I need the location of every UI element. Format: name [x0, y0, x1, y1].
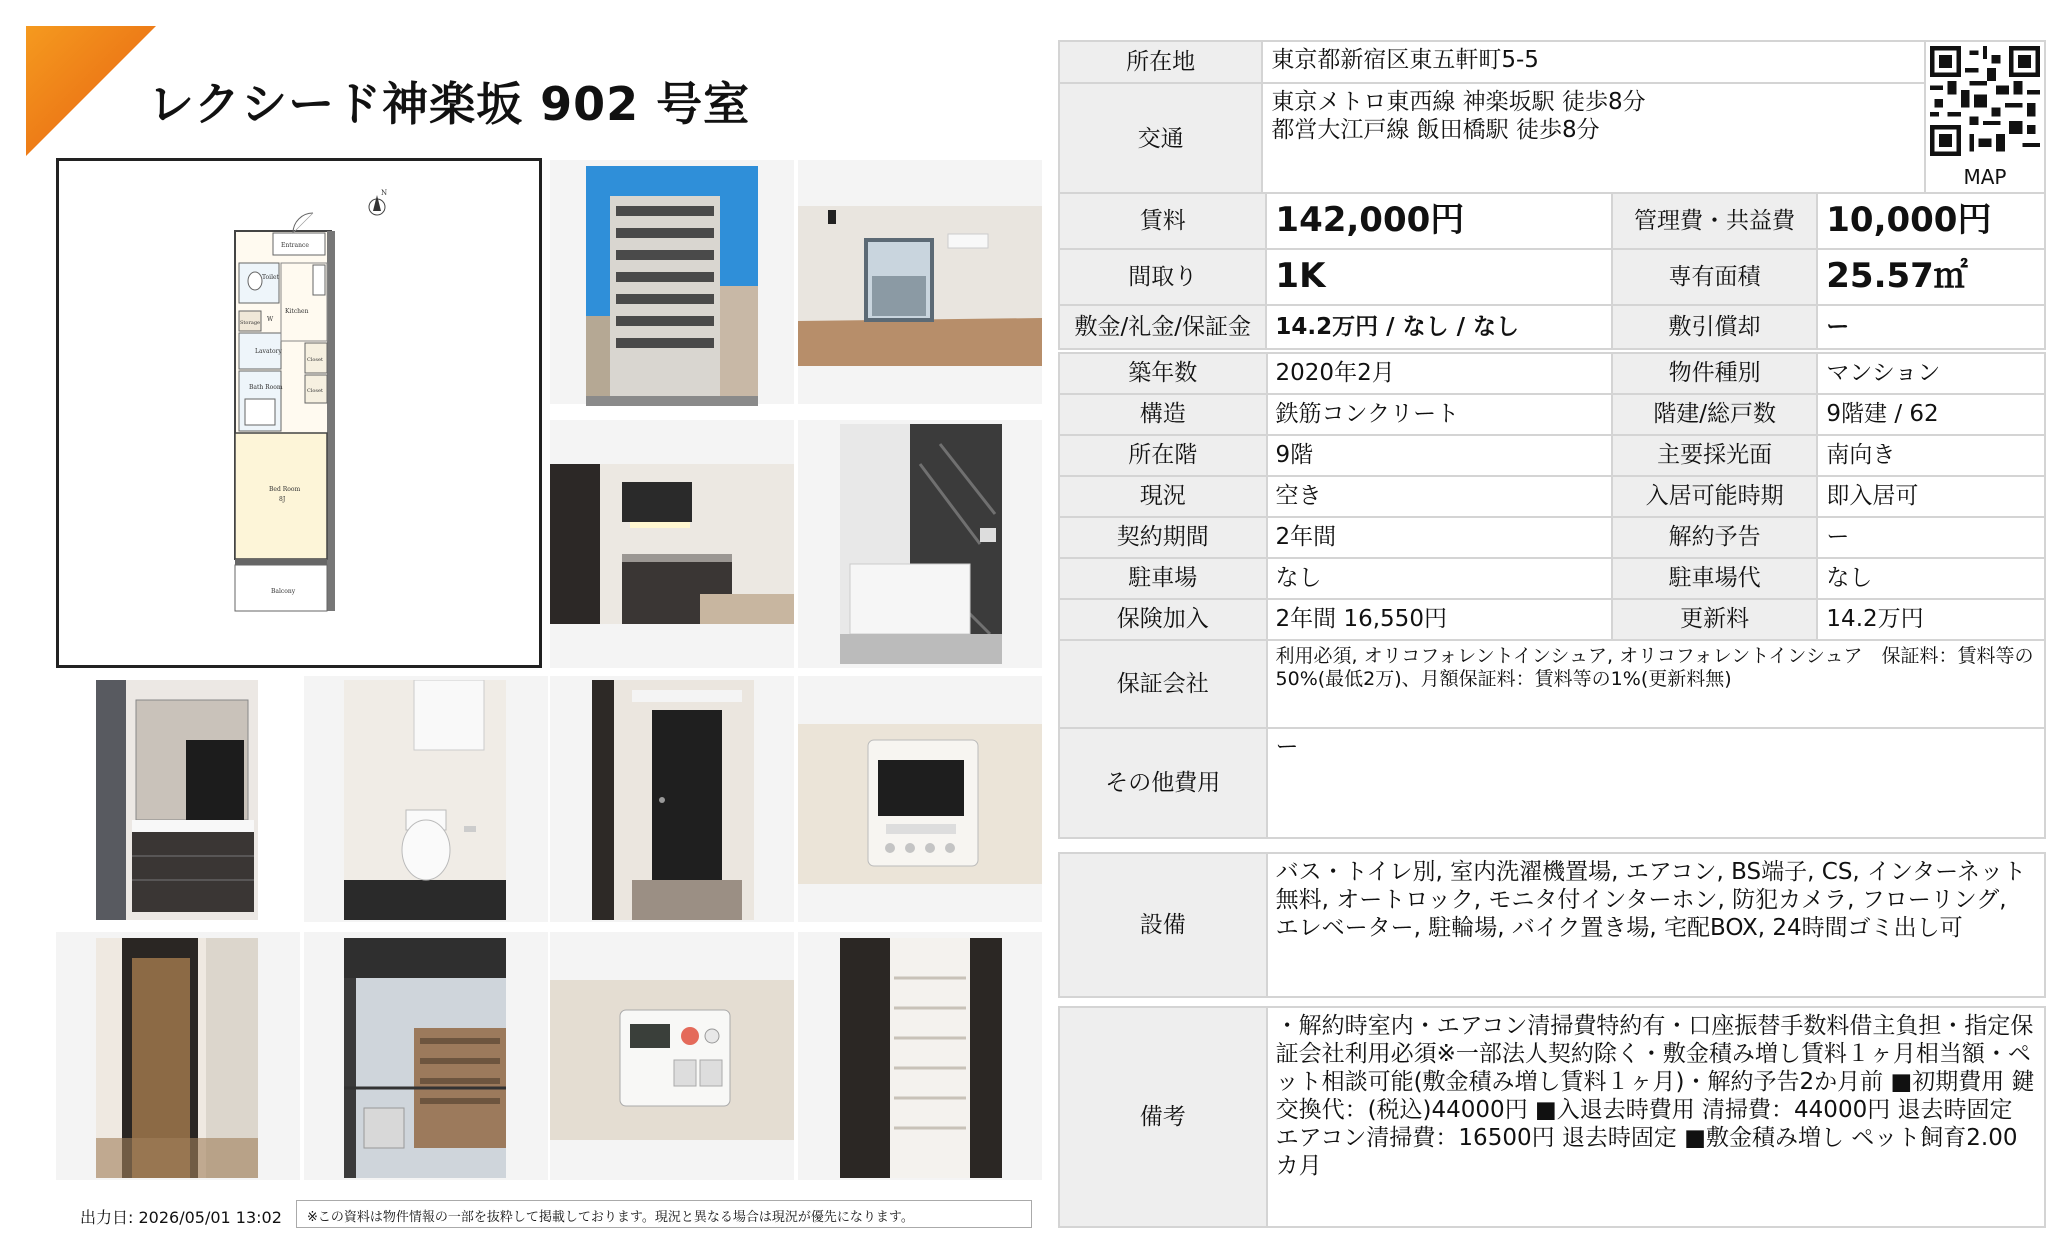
- toilet-photo[interactable]: [344, 680, 506, 920]
- value-guarantee: 利用必須, オリコフォレントインシュア, オリコフォレントインシュア 保証料：賃料等の50%(最低2万)、月額保証料：賃料等の1%(更新料無): [1267, 640, 2045, 728]
- label-type: 物件種別: [1612, 353, 1818, 394]
- photo-cell-door: [56, 932, 300, 1180]
- label-rent: 賃料: [1059, 193, 1266, 249]
- qr-map[interactable]: [1925, 41, 2045, 195]
- label-bedroom: Bed Room: [269, 486, 301, 493]
- label-wash: W: [267, 316, 274, 323]
- label-deduction: 敷引償却: [1612, 305, 1817, 349]
- balcony-photo[interactable]: [344, 938, 506, 1178]
- door-photo[interactable]: [96, 938, 258, 1178]
- photo-cell-entrance: [550, 676, 794, 922]
- label-guarantee: 保証会社: [1059, 640, 1267, 728]
- value-renewal: 14.2万円: [1817, 599, 2045, 640]
- label-parking: 駐車場: [1059, 558, 1267, 599]
- washroom-photo[interactable]: [96, 680, 258, 920]
- value-floors: 9階建 / 62: [1817, 394, 2045, 435]
- transport-line-1: 東京メトロ東西線 神楽坂駅 徒歩8分: [1271, 89, 1646, 115]
- photo-cell-water-heater: [550, 932, 794, 1180]
- label-move-in: 入居可能時期: [1612, 476, 1818, 517]
- bathroom-photo[interactable]: [840, 424, 1002, 664]
- label-north: N: [381, 189, 388, 197]
- label-storage: Storage: [240, 320, 260, 326]
- label-bedroom-size: 8J: [279, 496, 286, 503]
- value-deposit: 14.2万円 / なし / なし: [1266, 305, 1611, 349]
- label-area: 専有面積: [1612, 249, 1817, 305]
- value-floor: 9階: [1267, 435, 1612, 476]
- value-remarks: ・解約時室内・エアコン清掃費特約有・口座振替手数料借主負担・指定保証会社利用必須※一部法人契約除く・敷金積み増し賃料１ヶ月相当額・ペット相談可能(敷金積み増し賃料１ヶ月)・解約予告2か月前 ■初期費用 鍵交換代：(税込)44000円 ■入退去時費用 清掃費：44000円 退去時固定 エアコン清掃費：16500円 退去時固定 ■敷金積み増し ペット飼育2.00カ月: [1267, 1007, 2045, 1227]
- value-cancel-notice: ー: [1817, 517, 2045, 558]
- label-status: 現況: [1059, 476, 1267, 517]
- value-built: 2020年2月: [1267, 353, 1612, 394]
- photo-cell-kitchen: [550, 420, 794, 668]
- label-facilities: 設備: [1059, 853, 1267, 997]
- label-floors: 階建/総戸数: [1612, 394, 1818, 435]
- exterior-photo[interactable]: [586, 166, 758, 406]
- label-bathroom: Bath Room: [249, 384, 283, 391]
- label-insurance: 保険加入: [1059, 599, 1267, 640]
- info-table-facilities: [1058, 852, 2046, 998]
- label-floor: 所在階: [1059, 435, 1267, 476]
- label-cancel-notice: 解約予告: [1612, 517, 1818, 558]
- info-table-details: [1058, 352, 2046, 839]
- label-closet-2: Closet: [307, 388, 323, 394]
- label-kitchen: Kitchen: [285, 308, 309, 315]
- label-structure: 構造: [1059, 394, 1267, 435]
- value-rent: 142,000円: [1266, 193, 1611, 249]
- value-layout: 1K: [1266, 249, 1611, 305]
- label-remarks: 備考: [1059, 1007, 1267, 1227]
- shoe-closet-photo[interactable]: [840, 938, 1002, 1178]
- corner-accent-triangle: [26, 26, 156, 156]
- value-move-in: 即入居可: [1817, 476, 2045, 517]
- value-area: 25.57㎡: [1817, 249, 2045, 305]
- floorplan[interactable]: [56, 158, 542, 668]
- value-type: マンション: [1817, 353, 2045, 394]
- value-other-fees: ー: [1267, 728, 2045, 838]
- value-facilities: バス・トイレ別, 室内洗濯機置場, エアコン, BS端子, CS, インターネット無料, オートロック, モニタ付インターホン, 防犯カメラ, フローリング, エレベーター, 駐輪場, バイク置き場, 宅配BOX, 24時間ゴミ出し可: [1267, 853, 2045, 997]
- label-layout: 間取り: [1059, 249, 1266, 305]
- label-balcony: Balcony: [271, 588, 296, 595]
- photo-cell-living: [798, 160, 1042, 404]
- label-transport: 交通: [1059, 83, 1262, 195]
- kitchen-photo[interactable]: [550, 464, 794, 624]
- info-table-rent: [1058, 192, 2046, 350]
- photo-cell-toilet: [304, 676, 548, 922]
- label-lavatory: Lavatory: [255, 348, 282, 355]
- water-heater-panel-photo[interactable]: [550, 980, 794, 1140]
- qr-label: MAP: [1963, 165, 2007, 190]
- label-parking-fee: 駐車場代: [1612, 558, 1818, 599]
- label-toilet: Toilet: [262, 274, 279, 281]
- value-parking-fee: なし: [1817, 558, 2045, 599]
- value-deduction: ー: [1817, 305, 2045, 349]
- transport-line-2: 都営大江戸線 飯田橋駅 徒歩8分: [1271, 117, 1600, 144]
- photo-cell-balcony: [304, 932, 548, 1180]
- value-contract: 2年間: [1267, 517, 1612, 558]
- info-table-remarks: [1058, 1006, 2046, 1228]
- property-title: レクシード神楽坂 902 号室: [148, 77, 751, 131]
- value-transport: [1262, 83, 1925, 195]
- disclaimer-note: ※この資料は物件情報の一部を抜粋して掲載しております。現況と異なる場合は現況が優先になります。: [296, 1200, 1032, 1228]
- label-renewal: 更新料: [1612, 599, 1818, 640]
- value-structure: 鉄筋コンクリート: [1267, 394, 1612, 435]
- label-contract: 契約期間: [1059, 517, 1267, 558]
- floorplan-drawing: [59, 161, 539, 665]
- label-mgmt-fee: 管理費・共益費: [1612, 193, 1817, 249]
- label-light: 主要採光面: [1612, 435, 1818, 476]
- photo-cell-intercom: [798, 676, 1042, 922]
- label-closet-1: Closet: [307, 357, 323, 363]
- label-deposit: 敷金/礼金/保証金: [1059, 305, 1266, 349]
- value-insurance: 2年間 16,550円: [1267, 599, 1612, 640]
- label-other-fees: その他費用: [1059, 728, 1267, 838]
- label-location: 所在地: [1059, 41, 1262, 83]
- living-room-photo[interactable]: [798, 206, 1042, 366]
- value-parking: なし: [1267, 558, 1612, 599]
- label-built: 築年数: [1059, 353, 1267, 394]
- entrance-photo[interactable]: [592, 680, 754, 920]
- value-mgmt-fee: 10,000円: [1817, 193, 2045, 249]
- photo-cell-exterior: [550, 160, 794, 404]
- value-location: 東京都新宿区東五軒町5-5: [1262, 41, 1925, 83]
- photo-cell-bathroom: [798, 420, 1042, 668]
- value-light: 南向き: [1817, 435, 2045, 476]
- label-entrance: Entrance: [281, 242, 309, 249]
- intercom-photo[interactable]: [798, 724, 1042, 884]
- photo-cell-closet: [798, 932, 1042, 1180]
- value-status: 空き: [1267, 476, 1612, 517]
- output-date: 出力日: 2026/05/01 13:02: [80, 1208, 282, 1227]
- info-table-location: [1058, 40, 2046, 196]
- qr-code-icon: [1930, 46, 2040, 156]
